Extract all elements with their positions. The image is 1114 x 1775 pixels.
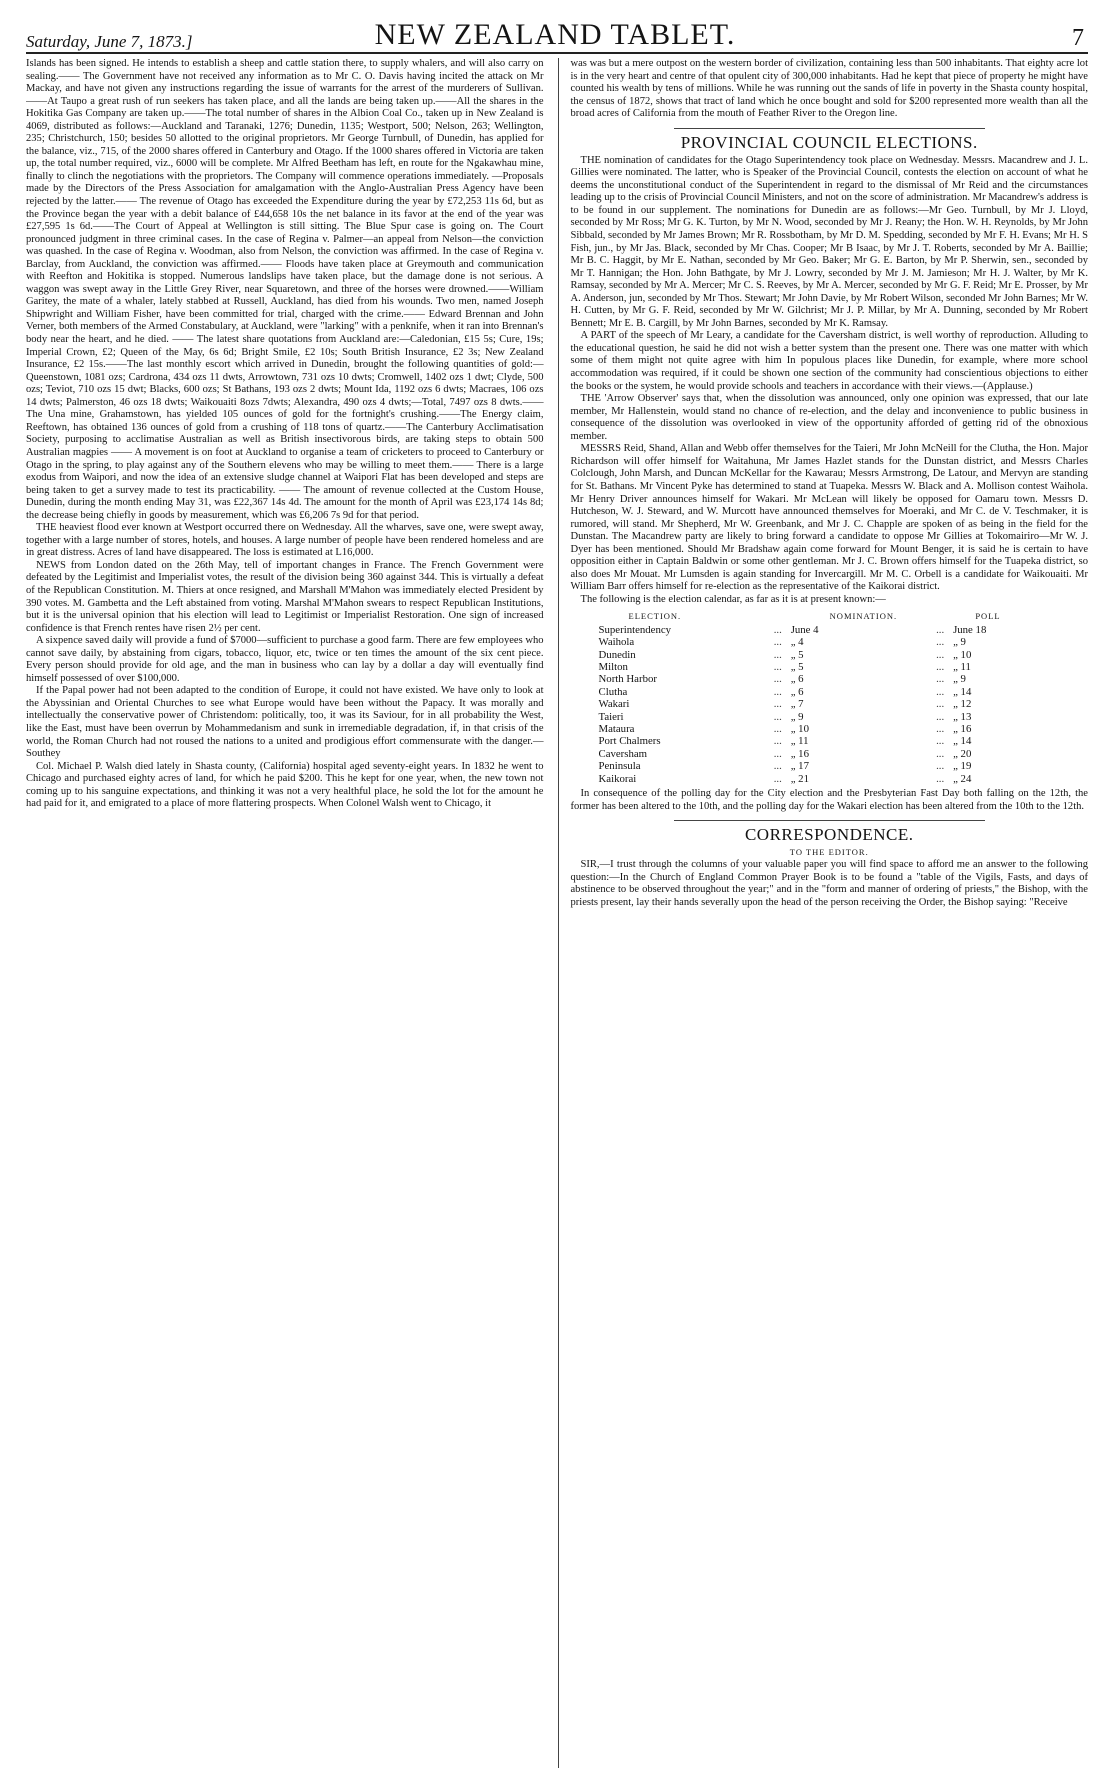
election-cell: Dunedin	[598, 648, 636, 661]
poll-cell: „ 9	[953, 636, 966, 649]
table-row	[599, 624, 1023, 636]
section-divider	[674, 128, 985, 129]
arrow-observer-paragraph: THE 'Arrow Observer' says that, when the dissolution was announced, only one opinion was expressed, that our late member, Mr Hallenstein, would stand no chance of re-election, and the delay and inconvenience to public business in consequence of the dissolution was overlooked in view of the opportunity afforded of getting rid of the obnoxious member.	[570, 393, 1088, 442]
election-cell: Clutha	[598, 685, 628, 698]
leader-dots: ...	[773, 723, 782, 736]
poll-cell: „ 14	[953, 685, 972, 698]
table-row	[599, 661, 1023, 673]
page-number: 7	[1072, 25, 1084, 51]
correspondence-letter-paragraph: SIR,—I trust through the columns of your valuable paper you will find space to afford me an answer to the following question:—In the Church of England Common Prayer Book is to be found a "table of the Vigils, Fasts, and days of abstinence to be observed throughout the year;" and in the "form and manner of ordering of priests," the Bishop, with the priests present, lay their hands severally upon the head of the person receiving the Order, the Bishop saying: "Receive	[570, 859, 1088, 908]
leader-dots: ...	[936, 661, 945, 674]
poll-cell: „ 24	[953, 772, 972, 785]
election-cell: Milton	[598, 661, 628, 674]
election-column-header: ELECTION.	[628, 611, 682, 622]
column-right	[558, 58, 1089, 1768]
nomination-cell: „ 21	[790, 772, 809, 785]
poll-cell: June 18	[953, 623, 987, 636]
poll-cell: „ 19	[953, 760, 972, 773]
leader-dots: ...	[773, 636, 782, 649]
leader-dots: ...	[936, 673, 945, 686]
nomination-cell: „ 16	[790, 747, 809, 760]
leader-dots: ...	[936, 735, 945, 748]
leader-dots: ...	[773, 772, 782, 785]
nomination-cell: „ 6	[790, 673, 804, 686]
leader-dots: ...	[936, 710, 945, 723]
table-row	[599, 698, 1023, 710]
table-row	[599, 686, 1023, 698]
table-row	[599, 748, 1023, 760]
nomination-cell: „ 9	[790, 710, 804, 723]
table-row	[599, 649, 1023, 661]
leader-dots: ...	[773, 661, 782, 674]
election-cell: Kaikorai	[598, 772, 637, 785]
leader-dots: ...	[773, 673, 782, 686]
sixpence-paragraph: A sixpence saved daily will provide a fund of $7000—sufficient to purchase a good farm. There are few employees who cannot save daily, by abstaining from cigars, tobacco, liquor, etc, twice or ten times the amount of the six cent piece. Every person should provide for old age, and the man in business who can lay by a dollar a day will eventually find himself possessed of over $100,000.	[26, 635, 544, 684]
leader-dots: ...	[936, 685, 945, 698]
walsh-continuation-paragraph: was was but a mere outpost on the western border of civilization, containing less than 500 inhabitants. That eighty acre lot is in the very heart and centre of that opulent city of 300,000 inhabitants. Had he kept that piece of property he might have counted his wealth by tens of millions. While he was running out the sands of life in poverty in the Shasta county hospital, the census of 1872, shows that tract of land which he once bought and sold for $200 represented more wealth than all the broad acres of California from the mouth of Feather River to the Oregon line.	[570, 58, 1088, 120]
leader-dots: ...	[936, 723, 945, 736]
poll-cell: „ 10	[953, 648, 972, 661]
leader-dots: ...	[936, 747, 945, 760]
issue-date: Saturday, June 7, 1873.]	[26, 32, 193, 51]
nomination-cell: „ 11	[790, 735, 809, 748]
leader-dots: ...	[936, 648, 945, 661]
poll-cell: „ 20	[953, 747, 972, 760]
election-cell: North Harbor	[598, 673, 657, 686]
section-divider	[674, 820, 985, 821]
leader-dots: ...	[936, 636, 945, 649]
election-cell: Peninsula	[598, 760, 641, 773]
election-cell: Taieri	[598, 710, 624, 723]
election-cell: Wakari	[598, 698, 630, 711]
provincial-elections-heading: PROVINCIAL COUNCIL ELECTIONS.	[680, 132, 978, 152]
poll-column-header: POLL	[975, 611, 1001, 622]
poll-cell: „ 12	[953, 698, 972, 711]
table-row	[599, 636, 1023, 648]
newspaper-title: NEW ZEALAND TABLET.	[374, 18, 736, 51]
election-cell: Waihola	[598, 636, 635, 649]
nomination-cell: „ 4	[790, 636, 804, 649]
leader-dots: ...	[936, 772, 945, 785]
westport-flood-paragraph: THE heaviest flood ever known at Westport occurred there on Wednesday. All the wharves, save one, were swept away, together with a large number of stores, hotels, and houses. A large number of people have been rendered homeless and are in great distress. Acres of land have disappeared. The loss is estimated at L16,000.	[26, 522, 544, 559]
poll-cell: „ 13	[953, 710, 972, 723]
news-summary-paragraph: Islands has been signed. He intends to establish a sheep and cattle station there, to supply whalers, and will also carry on sealing.—— The Government have not received any information as to Mr C. O. Davis having incited the attack on Mr Mackay, and have not given any instructions regarding the issue of warrants for the arrest of the murderers of Sullivan.——At Taupo a great rush of run seekers has taken place, and all the lands are being taken up.——All the shares in the Hokitika Gas Company are taken up.——The total number of shares in the Albion Coal Co., taken up in New Zealand is 4069, distributed as follows:—Auckland and Taranaki, 1276; Dunedin, 1135; Westport, 500; Nelson, 263; Wellington, 235; Christchurch, 150; besides 50 allotted to the original proprietors. Mr George Turnbull, of Dunedin, has applied for the balance, viz., 715, of the 2000 shares offered in Canterbury and Otago. If the 1000 shares offered in Victoria are taken up, the total number required, viz., 6000 will be complete. Mr Alfred Beetham has left, en route for the Ngakawhau mine, finally to clinch the negotiations with the proprietors. The Company will commence operations immediately. —Proposals made by the Directors of the Press Association for amalgamation with the Anglo-Australian Press Agency have been rejected by the latter.—— The revenue of Otago has exceeded the Expenditure during the year by £72,253 11s 6d, but as the Province began the year with a debit balance of £44,658 10s the net balance in its favor at the end of the year was £27,595 1s 6d.——The Court of Appeal at Wellington is still sitting. The Blue Spur case is going on. The Court pronounced judgment in three criminal cases. In the case of Regina v. Palmer—an appeal from Nelson—the conviction was quashed. In the case of Regina v. Woodman, also from Nelson, the conviction was affirmed. In the case of Regina v. Barclay, from Auckland, the conviction was affirmed.—— Floods have taken place at Greymouth and communication with Reefton and Hokitika is stopped. Numerous landslips have taken place, but the damage done is not serious. A waggon was swept away in the Little Grey River, near Squaretown, and three of the horses were drowned.——William Garitey, the mate of a whaler, lately stabbed at Russell, Auckland, has died from his wounds. Two men, named Joseph Shipwright and William Fisher, have been committed for trial, charged with the crime.—— Edward Brennan and John Verner, both members of the Armed Constabulary, at Auckland, were "larking" with a penknife, when it ran into Brennan's body near the heart, and he died. —— The latest share quotations from Auckland are:—Caledonian, £15 5s; Cure, 19s; Imperial Crown, £2; Queen of the May, 6s 6d; Bright Smile, £2 10s; South British Insurance, £2 3s; New Zealand Insurance, £2 15s.——The last monthly escort which arrived in Dunedin, brought the following quantities of gold:—Queenstown, 1081 ozs; Cardrona, 434 ozs 11 dwts, Arrowtown, 731 ozs 10 dwts; Cromwell, 1402 ozs 1 dwt; Clyde, 500 ozs; Teviot, 710 ozs 15 dwt; Blacks, 600 ozs; St Bathans, 193 ozs 2 dwts; Mount Ida, 1192 ozs 6 dwts; Macraes, 106 ozs 14 dwts; Palmerston, 46 ozs 18 dwts; Waikouaiti 8ozs 7dwts; Alexandra, 490 ozs 4 dwts;—Total, 7497 ozs 8 dwts.——The Una mine, Grahamstown, has yielded 105 ounces of gold for the fortnight's crushing.——The Energy claim, Reeftown, has obtained 136 ounces of gold from a crushing of 118 tons of quartz.——The Canterbury Acclimatisation Society, purposing to acclimatise Australian as well as British insectivorous birds, are taking steps to obtain 500 Australian magpies —— A movement is on foot at Auckland to organise a team of cricketers to proceed to Canterbury or Otago in the spring, to play against any of the Southern elevens who may be willing to meet them.—— There is a large exodus from Waipori, and now the idea of an extensive sludge channel at Waipori Flat has been developed and steps are being taken to get a survey made to test its practicability. —— The amount of revenue collected at the Custom House, Dunedin, during the month ending May 31, was £22,367 14s 4d. The amount for the month of April was £23,174 14s 8d; the decrease being chiefly in goods by measurement, which was £6,206 7s 9d for that period.	[26, 58, 544, 521]
leader-dots: ...	[773, 760, 782, 773]
leary-speech-paragraph: A PART of the speech of Mr Leary, a candidate for the Caversham district, is well worthy of reproduction. Alluding to the educational question, he said he did not wish a better system than the present one. There was one matter with which some of them might not quite agree with him In populous places like Dunedin, for example, where more school accommodation was required, if it could be shown one section of the community had conscientious objections to either the books or the system, he would provide schools and teachers in accordance with their views.—(Applause.)	[570, 330, 1088, 392]
leader-dots: ...	[773, 735, 782, 748]
column-left	[26, 58, 544, 1768]
election-cell: Caversham	[598, 747, 648, 760]
table-row	[599, 723, 1023, 735]
walsh-paragraph: Col. Michael P. Walsh died lately in Shasta county, (California) hospital aged seventy-eight years. In 1832 he went to Chicago and purchased eighty acres of land, for which he paid $200. This he kept for one year, when, the new town not coming up to his sanguine expectations, and thinking it was not a very healthful place, he sold the lot for the amount he had paid for it, and emigrated to a place of more flattering prospects. When Colonel Walsh went to Chicago, it	[26, 760, 544, 810]
table-row	[599, 673, 1023, 685]
to-the-editor-subheading: TO THE EDITOR.	[789, 847, 869, 858]
table-row	[599, 711, 1023, 723]
nomination-cell: „ 10	[790, 723, 809, 736]
france-news-paragraph: NEWS from London dated on the 26th May, tell of important changes in France. The French Government were defeated by the Legitimist and Imperialist votes, the result of the division being 360 against 344. This is virtually a defeat of the Republican Constitution. M. Thiers at once resigned, and Marshall M'Mahon was immediately elected President by 390 votes. M. Gambetta and the Left abstained from voting. Marshal M'Mahon swears to respect Republican Institutions, but it is the universal opinion that his election will lead to Legitimist or Imperialist Restoration. One sign of increased confidence is that French rentes have risen 2½ per cent.	[26, 559, 544, 634]
leader-dots: ...	[773, 623, 782, 636]
correspondence-heading: CORRESPONDENCE.	[744, 825, 914, 845]
poll-cell: „ 14	[953, 735, 972, 748]
election-calendar-body	[599, 624, 1023, 785]
table-row	[599, 735, 1023, 747]
leader-dots: ...	[773, 698, 782, 711]
nomination-cell: „ 17	[790, 760, 809, 773]
leader-dots: ...	[773, 747, 782, 760]
poll-cell: „ 11	[953, 661, 971, 674]
table-row	[599, 760, 1023, 772]
leader-dots: ...	[936, 623, 945, 636]
election-cell: Superintendency	[598, 623, 672, 636]
election-cell: Port Chalmers	[598, 735, 661, 748]
table-header-row	[599, 609, 1023, 623]
masthead	[26, 6, 1088, 54]
calendar-intro-paragraph: The following is the election calendar, as far as it is at present known:—	[580, 593, 886, 605]
leader-dots: ...	[773, 685, 782, 698]
nomination-cell: „ 5	[790, 661, 804, 674]
poll-cell: „ 9	[953, 673, 966, 686]
text-columns	[26, 58, 1088, 1768]
papal-power-paragraph: If the Papal power had not been adapted to the condition of Europe, it could not have existed. We have only to look at the Abyssinian and Oriental Churches to see what Europe would have been without the Papacy. It was morally and intellectually the conservative power of Christendom: politically, too, it was its Saviour, for in all probability the West, like the East, must have been overrun by Mohammedanism and sunk in irremediable degradation, if, in that crisis of the world, the Roman Church had not roused the nations to a united and prodigious effort commensurate with the danger.—Southey	[26, 685, 544, 760]
nomination-cell: „ 5	[790, 648, 804, 661]
table-row	[599, 773, 1023, 785]
nomination-cell: June 4	[790, 623, 819, 636]
election-calendar-table	[599, 609, 1023, 785]
leader-dots: ...	[936, 760, 945, 773]
leader-dots: ...	[773, 710, 782, 723]
polling-change-paragraph: In consequence of the polling day for the City election and the Presbyterian Fast Day both falling on the 12th, the former has been altered to the 10th, and the polling day for the Wakari election has been altered from the 10th to the 12th.	[570, 788, 1088, 812]
candidates-paragraph: MESSRS Reid, Shand, Allan and Webb offer themselves for the Taieri, Mr John McNeill for the Clutha, the Hon. Major Richardson will offer himself for Waitahuna, Mr James Hazlet stands for the Dunstan district, and Messrs Charles Colclough, John Marsh, and Duncan McKellar for the Kawarau; Messrs Armstrong, De Latour, and Mervyn are standing for St. Bathans. Mr Vincent Pyke has determined to stand at Tuapeka. Messrs W. Black and A. Mollison contest Waihola. Mr Henry Driver announces himself for Wakari. Mr McLean will likely be opposed for Oamaru town. Messrs D. Hutcheson, W. J. Steward, and W. Murcott have announced themselves for Moeraki, and Mr C. de V. Teschmaker, it is rumored, will stand. Mr Shepherd, Mr W. Greenbank, and Mr J. C. Chapple are spoken of as being in the field for the Dunstan. The Macandrew party are likely to bring forward a candidate to oppose Mr Gillies at Tokomairiro—Mr W. J. Dyer has been mentioned. Should Mr Bradshaw again come forward for Mount Benger, it is said he is certain to have opposition either in Captain Baldwin or some other gentleman. Mr J. C. Brown offers himself for the Tuapeka district, so also does Mr Mouat. Mr Lumsden is again standing for Invercargill. Mr M. C. Orbell is a candidate for Waikouaiti. Mr William Barr offers himself for re-election as the representative of the Kaikorai district.	[570, 443, 1088, 593]
leader-dots: ...	[773, 648, 782, 661]
nomination-cell: „ 6	[790, 685, 804, 698]
leader-dots: ...	[936, 698, 945, 711]
poll-cell: „ 16	[953, 723, 972, 736]
nominations-paragraph: THE nomination of candidates for the Otago Superintendency took place on Wednesday. Messrs. Macandrew and J. L. Gillies were nominated. The latter, who is Speaker of the Provincial Council, contests the election on account of what he deems the unconstitutional conduct of the Superintendent in regard to the dismissal of Mr Reid and the circumstances leading up to the crisis of Provincial Council Ministers, and not on the score of administration. Mr Macandrew's address is to be found in our supplement. The nominations for Dunedin are as follows:—Mr Geo. Turnbull, by Mr J. Lloyd, seconded by Mr Ross; Mr G. K. Turton, by Mr N. Wood, seconded by Mr J. Reany; the Hon. W. H. Reynolds, by Mr John Sibbald, seconded by Mr James Brown; Mr R. Rossbotham, by Mr D. M. Spedding, seconded by Mr F. H. Evans; Mr H. S Fish, jun., by Mr Jas. Black, seconded by Mr Chas. Cooper; Mr B Isaac, by Mr J. T. Roberts, seconded by Mr A. Baillie; Mr B. C. Haggit, by Mr E. Nathan, seconded by Mr Geo. Baker; Mr G. E. Barton, by Mr P. Sherwin, sen., seconded by Mr T. Hannigan; the Hon. John Bathgate, by Mr J. Lowry, seconded by Mr J. M. Jamieson; Mr H. J. Walter, by Mr K. Ramsay, seconded by Mr A. Mercer; Mr C. S. Reeves, by Mr A. Mercer, seconded by Mr G. F. Reid; Mr E. Prosser, by Mr A. Anderson, jun, seconded by Mr Thos. Stewart; Mr John Davie, by Mr Robert Wilson, seconded Mr John Barnes; Mr W. H. Cutten, by Mr G. F. Reid, seconded by Mr W. Gilchrist; Mr J. P. Millar, by Mr A. Dunning, seconded by Mr Robert Bennett; Mr E. B. Cargill, by Mr John Barnes, seconded by Mr K. Ramsay.	[570, 154, 1088, 329]
nomination-cell: „ 7	[790, 698, 804, 711]
nomination-column-header: NOMINATION.	[829, 611, 898, 622]
election-cell: Mataura	[598, 723, 635, 736]
